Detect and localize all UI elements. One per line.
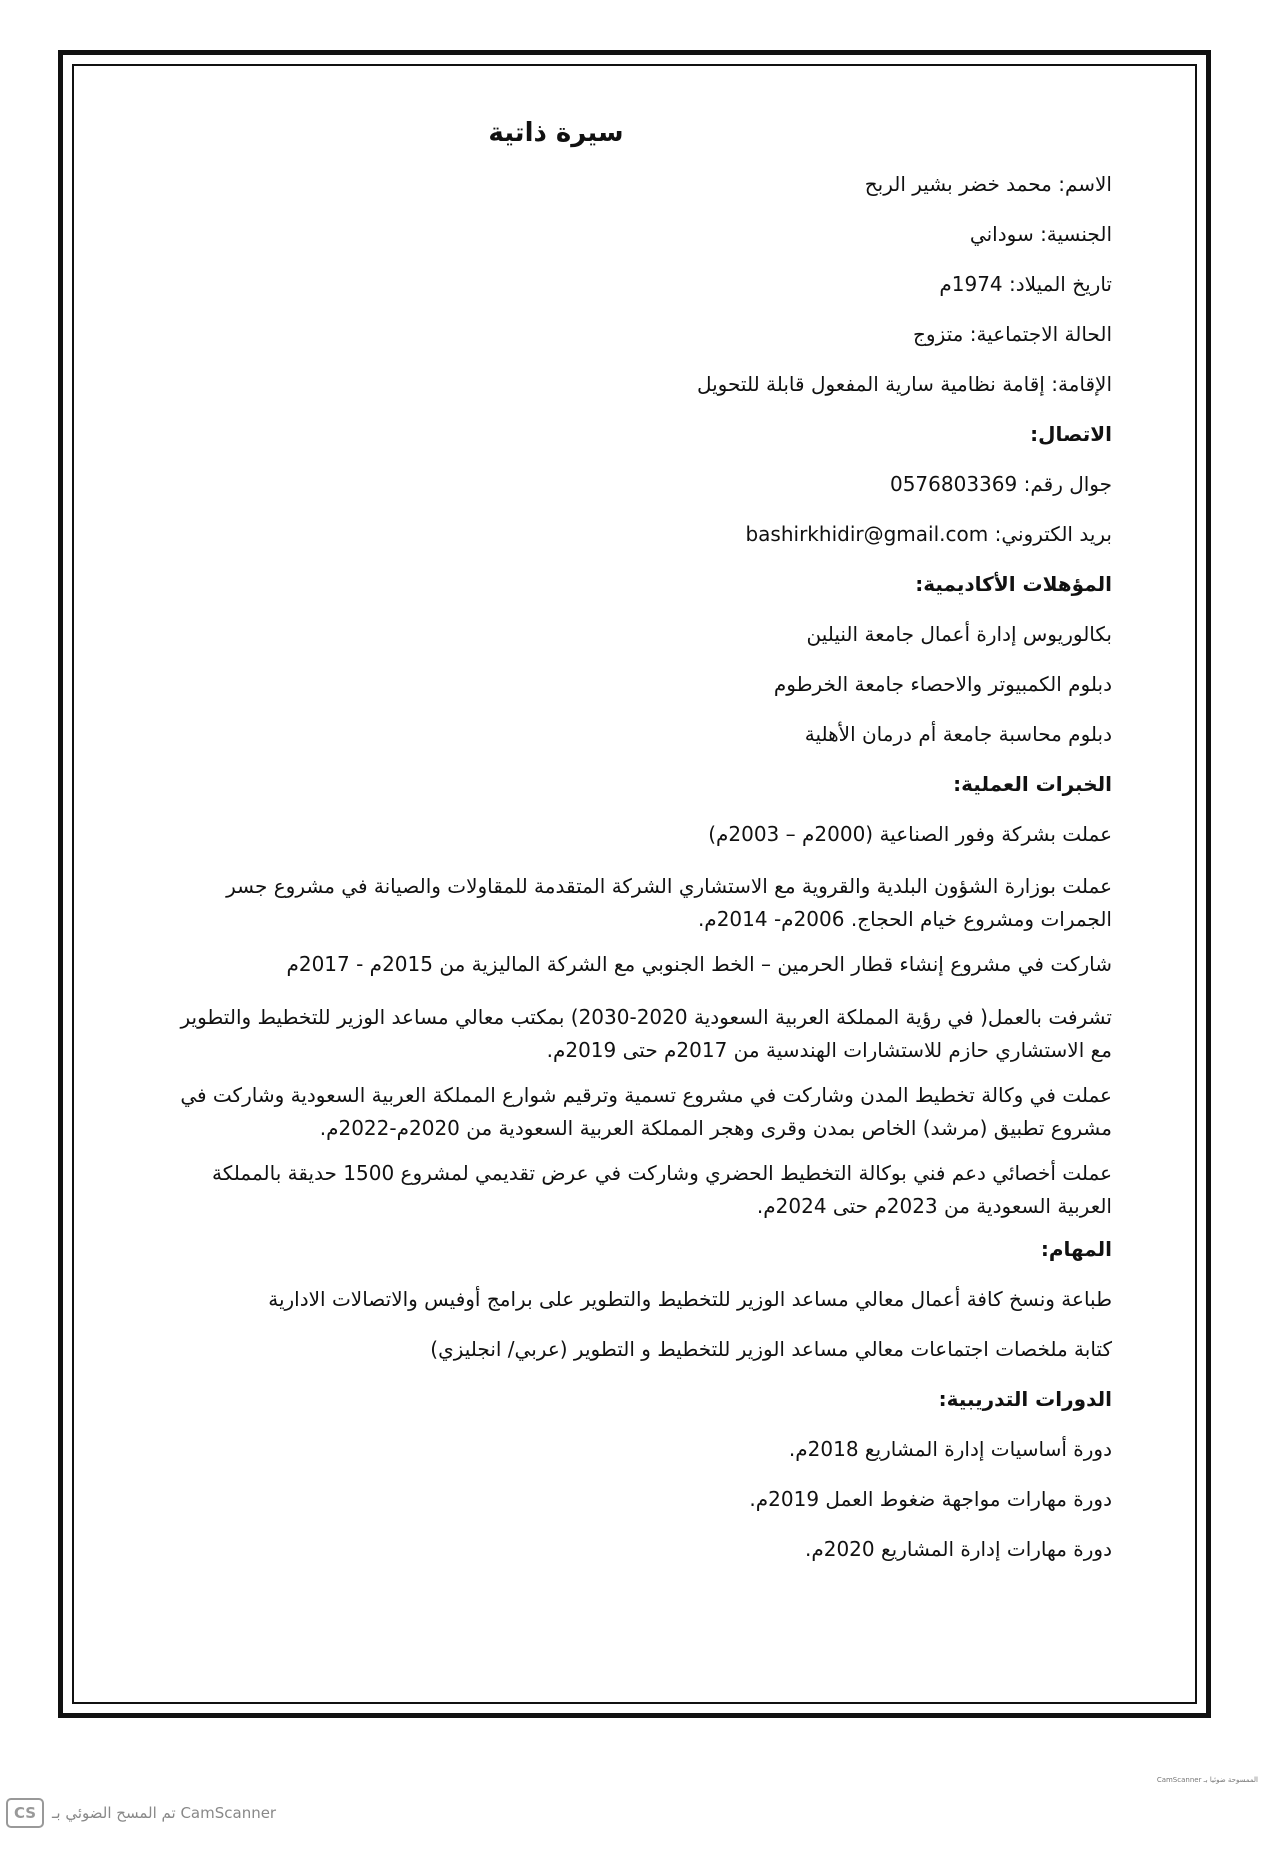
task-item: كتابة ملخصات اجتماعات معالي مساعد الوزير للتخطيط و التطوير (عربي/ انجليزي) — [430, 1337, 1112, 1361]
nationality-line: الجنسية: سوداني — [969, 222, 1112, 246]
camscanner-small-text: الممسوحة ضوئيا بـ CamScanner — [1156, 1776, 1258, 1784]
phone-number: 0576803369 — [889, 472, 1018, 496]
task-item: طباعة ونسخ كافة أعمال معالي مساعد الوزير للتخطيط والتطوير على برامج أوفيس والاتصالات الادارية — [268, 1287, 1112, 1311]
course-item: دورة مهارات إدارة المشاريع 2020م. — [804, 1537, 1112, 1561]
birthdate-line: تاريخ الميلاد: 1974م — [939, 272, 1112, 296]
residency-line: الإقامة: إقامة نظامية سارية المفعول قابلة للتحويل — [696, 372, 1112, 396]
experience-item: شاركت في مشروع إنشاء قطار الحرمين – الخط الجنوبي مع الشركة الماليزية من 2015م - 2017م — [286, 952, 1112, 976]
course-item: دورة مهارات مواجهة ضغوط العمل 2019م. — [749, 1487, 1112, 1511]
experience-item: عملت بشركة وفور الصناعية (2000م – 2003م) — [708, 822, 1112, 846]
course-item: دورة أساسيات إدارة المشاريع 2018م. — [788, 1437, 1112, 1461]
courses-heading: الدورات التدريبية: — [938, 1387, 1112, 1411]
education-item: بكالوريوس إدارة أعمال جامعة النيلين — [806, 622, 1112, 646]
phone-line: جوال رقم: 0576803369 — [889, 472, 1112, 496]
email-line: بريد الكتروني: bashirkhidir@gmail.com — [745, 522, 1112, 546]
experience-item: عملت أخصائي دعم فني بوكالة التخطيط الحضري وشاركت في عرض تقديمي لمشروع 1500 حديقة بالمملكة العربية السعودية من 2023م حتى 2024م. — [212, 1161, 1112, 1218]
camscanner-text: تم المسح الضوئي بـ CamScanner — [52, 1804, 277, 1822]
experience-heading: الخبرات العملية: — [953, 772, 1112, 796]
experience-item: عملت بوزارة الشؤون البلدية والقروية مع الاستشاري الشركة المتقدمة للمقاولات والصيانة في مشروع جسر الجمرات ومشروع خيام الحجاج. 2006م- 2014م. — [226, 874, 1112, 931]
email-address: bashirkhidir@gmail.com — [745, 522, 989, 546]
tasks-heading: المهام: — [1040, 1237, 1112, 1261]
name-line: الاسم: محمد خضر بشير الربح — [864, 172, 1112, 196]
experience-item: عملت في وكالة تخطيط المدن وشاركت في مشروع تسمية وترقيم شوارع المملكة العربية السعودية وشاركت في مشروع تطبيق (مرشد) الخاص بمدن وقرى وهجر المملكة العربية السعودية من 2020م-2022م. — [180, 1083, 1112, 1140]
camscanner-watermark — [6, 1798, 276, 1828]
education-item: دبلوم الكمبيوتر والاحصاء جامعة الخرطوم — [773, 672, 1112, 696]
marital-status-line: الحالة الاجتماعية: متزوج — [913, 322, 1112, 346]
contact-heading: الاتصال: — [1030, 422, 1112, 446]
camscanner-logo-icon: CS — [6, 1798, 44, 1828]
cv-title: سيرة ذاتية — [488, 118, 624, 148]
cv-document — [180, 118, 1112, 1585]
education-heading: المؤهلات الأكاديمية: — [915, 572, 1112, 596]
experience-item: تشرفت بالعمل( في رؤية المملكة العربية السعودية 2020-2030) بمكتب معالي مساعد الوزير للتخطيط والتطوير مع الاستشاري حازم للاستشارات الهندسية من 2017م حتى 2019م. — [180, 1005, 1112, 1062]
education-item: دبلوم محاسبة جامعة أم درمان الأهلية — [804, 722, 1112, 746]
